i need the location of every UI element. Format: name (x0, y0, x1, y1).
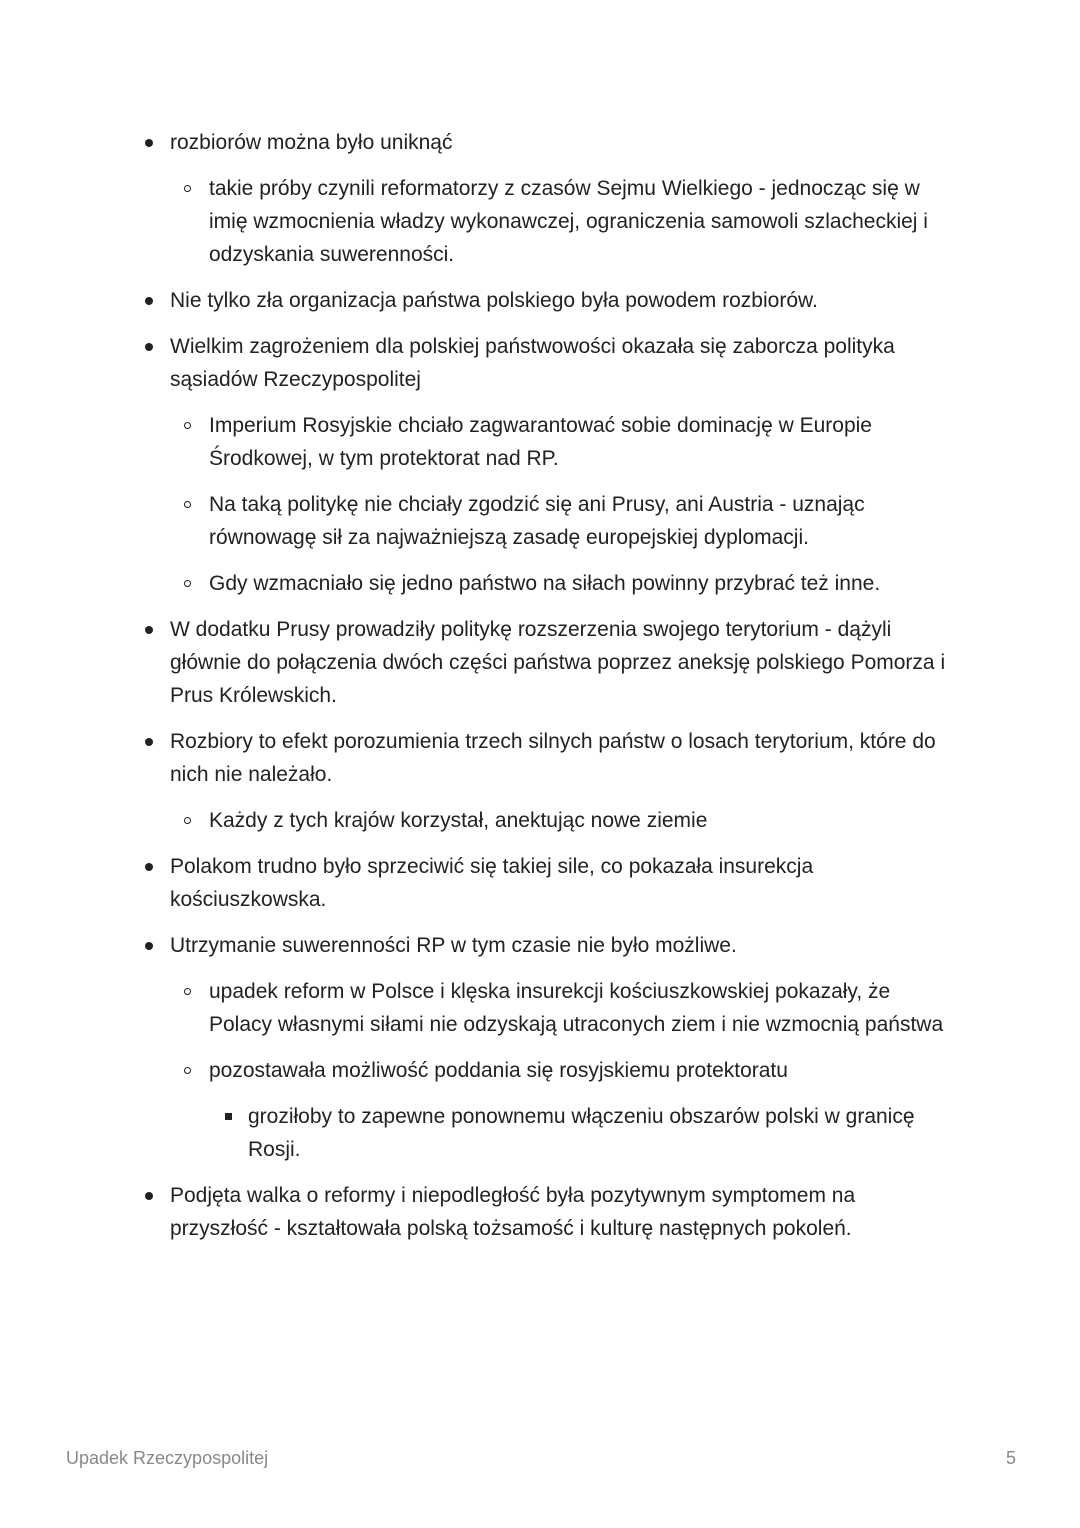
bullet-circle-icon (184, 1067, 191, 1074)
bullet-circle-icon (184, 185, 191, 192)
footer-page-number: 5 (1005, 1448, 1016, 1468)
bullet-disc-icon (145, 139, 153, 147)
bullet-circle-icon (184, 422, 191, 429)
list-item-text: rozbiorów można było uniknąć (170, 131, 453, 154)
list-item-text: pozostawała możliwość poddania się rosyjskiemu protektoratu (209, 1059, 788, 1082)
list-item-text: Wielkim zagrożeniem dla polskiej państwowości okazała się zaborcza polityka sąsiadów Rzeczypospolitej (170, 335, 895, 391)
bullet-disc-icon (145, 343, 153, 351)
list-item-text: Imperium Rosyjskie chciało zagwarantować sobie dominację w Europie Środkowej, w tym protektorat nad RP. (209, 414, 872, 470)
list-item (0, 409, 950, 475)
bullet-circle-icon (184, 988, 191, 995)
bullet-disc-icon (145, 626, 153, 634)
bullet-disc-icon (145, 942, 153, 950)
list-item (0, 488, 950, 554)
list-item-text: upadek reform w Polsce i klęska insurekcji kościuszkowskiej pokazały, że Polacy własnymi siłami nie odzyskają utraconych ziem i nie wzmocnią państwa (209, 980, 944, 1036)
bullet-circle-icon (184, 501, 191, 508)
list-item-text: Gdy wzmacniało się jedno państwo na siłach powinny przybrać też inne. (209, 572, 881, 595)
list-item-text: takie próby czynili reformatorzy z czasów Sejmu Wielkiego - jednocząc się w imię wzmocnienia władzy wykonawczej, ograniczenia samowoli szlacheckiej i odzyskania suwerenności. (209, 177, 928, 266)
list-item-text: Utrzymanie suwerenności RP w tym czasie nie było możliwe. (170, 934, 737, 957)
list-item (0, 567, 950, 600)
bullet-disc-icon (145, 738, 153, 746)
list-item (0, 1100, 950, 1166)
list-item (0, 126, 950, 159)
list-item (0, 975, 950, 1041)
list-item (0, 1054, 950, 1087)
footer-document-title: Upadek Rzeczypospolitej (66, 1448, 269, 1468)
bullet-disc-icon (145, 297, 153, 305)
list-item (0, 725, 950, 791)
document-body (0, 126, 1080, 1258)
list-item (0, 613, 950, 712)
list-item (0, 850, 950, 916)
list-item-text: Nie tylko zła organizacja państwa polskiego była powodem rozbiorów. (170, 289, 818, 312)
list-item (0, 804, 950, 837)
list-item-text: Rozbiory to efekt porozumienia trzech silnych państw o losach terytorium, które do nich nie należało. (170, 730, 936, 786)
bullet-circle-icon (184, 817, 191, 824)
bullet-disc-icon (145, 863, 153, 871)
list-item (0, 1179, 950, 1245)
list-item-text: Każdy z tych krajów korzystał, anektując nowe ziemie (209, 809, 708, 832)
list-item-text: W dodatku Prusy prowadziły politykę rozszerzenia swojego terytorium - dążyli głównie do połączenia dwóch części państwa poprzez aneksję polskiego Pomorza i Prus Królewskich. (170, 618, 946, 707)
list-item (0, 284, 950, 317)
bullet-circle-icon (184, 580, 191, 587)
list-item (0, 172, 950, 271)
list-item (0, 330, 950, 396)
list-item-text: Polakom trudno było sprzeciwić się takiej sile, co pokazała insurekcja kościuszkowska. (170, 855, 814, 911)
list-item-text: Na taką politykę nie chciały zgodzić się ani Prusy, ani Austria - uznając równowagę sił za najważniejszą zasadę europejskiej dyplomacji. (209, 493, 865, 549)
list-item-text: groziłoby to zapewne ponownemu włączeniu obszarów polski w granicę Rosji. (248, 1105, 915, 1161)
list-item (0, 929, 950, 962)
bullet-disc-icon (145, 1192, 153, 1200)
list-item-text: Podjęta walka o reformy i niepodległość była pozytywnym symptomem na przyszłość - kształtowała polską tożsamość i kulturę następnych pokoleń. (170, 1184, 856, 1240)
bullet-square-icon (225, 1113, 232, 1120)
